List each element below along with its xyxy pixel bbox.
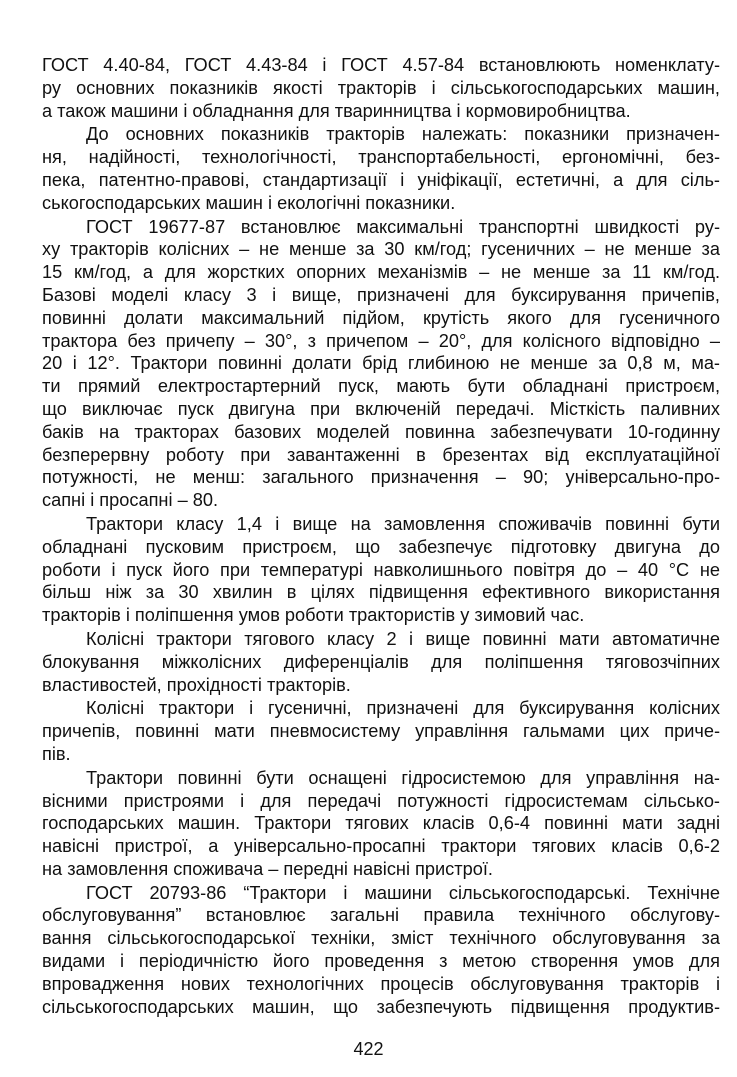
text-line: що виключає пуск двигуна при включеній передачі. Місткість паливних (42, 398, 720, 419)
text-line: ху тракторів колісних – не менше за 30 км/год; гусеничних – не менше за (42, 239, 720, 260)
text-line: блокування міжколісних диференціалів для поліпшення тяговозчіпних (42, 651, 720, 672)
text-line: ГОСТ 20793-86 “Трактори і машини сільськогосподарські. Технічне (86, 882, 720, 903)
text-line: тракторів і поліпшення умов роботи трактористів у зимовий час. (42, 605, 585, 626)
paragraph-1 (42, 54, 720, 122)
paragraph-4 (42, 513, 720, 627)
text-line: а також машини і обладнання для тваринництва і кормовиробництва. (42, 100, 631, 121)
text-line: ня, надійності, технологічності, транспортабельності, ергономічні, без- (42, 147, 720, 168)
paragraph-8 (42, 882, 720, 1019)
text-line: пів. (42, 743, 71, 764)
text-line: 15 км/год, а для жорстких опорних механізмів – не менше за 11 км/год. (42, 262, 720, 283)
text-line: Трактори повинні бути оснащені гідросистемою для управління на- (86, 767, 720, 788)
text-line: обслуговування” встановлює загальні правила технічного обслугову- (42, 905, 720, 926)
text-line: видами і періодичністю його проведення з метою створення умов для (42, 951, 720, 972)
text-line: господарських машин. Трактори тягових класів 0,6-4 повинні мати задні (42, 813, 720, 834)
text-line: роботи і пуск його при температурі навколишнього повітря до – 40 °С не (42, 559, 720, 580)
text-line: навісні пристрої, а універсально-просапні трактори тягових класів 0,6-2 (42, 836, 720, 857)
text-line: впровадження нових технологічних процесів обслуговування тракторів і (42, 973, 720, 994)
text-line: До основних показників тракторів належать: показники призначен- (86, 124, 720, 145)
text-line: 20 і 12°. Трактори повинні долати брід глибиною не менше за 0,8 м, ма- (42, 353, 720, 374)
paragraph-5 (42, 628, 720, 696)
paragraph-7 (42, 767, 720, 881)
text-line: більш ніж за 30 хвилин в цілях підвищення ефективного використання (42, 582, 720, 603)
text-line: ГОСТ 19677-87 встановлює максимальні транспортні швидкості ру- (86, 216, 720, 237)
page-number: 422 (353, 1039, 384, 1059)
text-line: ру основних показників якості тракторів і сільськогосподарських машин, (42, 77, 720, 98)
text-line: Колісні трактори і гусеничні, призначені для буксирування колісних (86, 698, 720, 719)
text-line: причепів, повинні мати пневмосистему управління гальмами цих приче- (42, 721, 720, 742)
text-line: ГОСТ 4.40-84, ГОСТ 4.43-84 і ГОСТ 4.57-84 встановлюють номенклату- (42, 55, 720, 75)
page-body (42, 54, 720, 1019)
text-line: вісними пристроями і для передачі потужності гідросистемам сільсько- (42, 790, 720, 811)
text-line: трактора без причепу – 30°, з причепом – 20°, для колісного відповідно – (42, 330, 720, 351)
paragraph-6 (42, 697, 720, 765)
text-line: обладнані пусковим пристроєм, що забезпечує підготовку двигуна до (42, 536, 720, 557)
text-line: Базові моделі класу 3 і вище, призначені для буксирування причепів, (42, 284, 720, 305)
text-line: баків на тракторах базових моделей повинна забезпечувати 10-годинну (42, 421, 720, 442)
text-line: пека, патентно-правові, стандартизації і уніфікації, естетичні, а для сіль- (42, 169, 720, 190)
text-line: ськогосподарських машин і екологічні показники. (42, 192, 456, 213)
text-line: повинні долати максимальний підйом, крутість якого для гусеничного (42, 307, 720, 328)
paragraph-2 (42, 123, 720, 214)
text-line: Колісні трактори тягового класу 2 і вище повинні мати автоматичне (86, 628, 720, 649)
text-line: вання сільськогосподарської техніки, зміст технічного обслуговування за (42, 928, 720, 949)
text-line: Трактори класу 1,4 і вище на замовлення споживачів повинні бути (86, 513, 720, 534)
text-line: ти прямий електростартерний пуск, мають бути обладнані пристроєм, (42, 376, 720, 397)
text-line: потужності, не менш: загального призначення – 90; універсально-про- (42, 467, 720, 488)
text-line: безперервну роботу при завантаженні в брезентах від експлуатаційної (42, 444, 720, 465)
text-line: властивостей, прохідності тракторів. (42, 674, 351, 695)
paragraph-3 (42, 216, 720, 512)
text-line: сільськогосподарських машин, що забезпечують підвищення продуктив- (42, 996, 720, 1017)
text-line: на замовлення споживача – передні навісні пристрої. (42, 858, 493, 879)
text-line: сапні і просапні – 80. (42, 490, 219, 511)
